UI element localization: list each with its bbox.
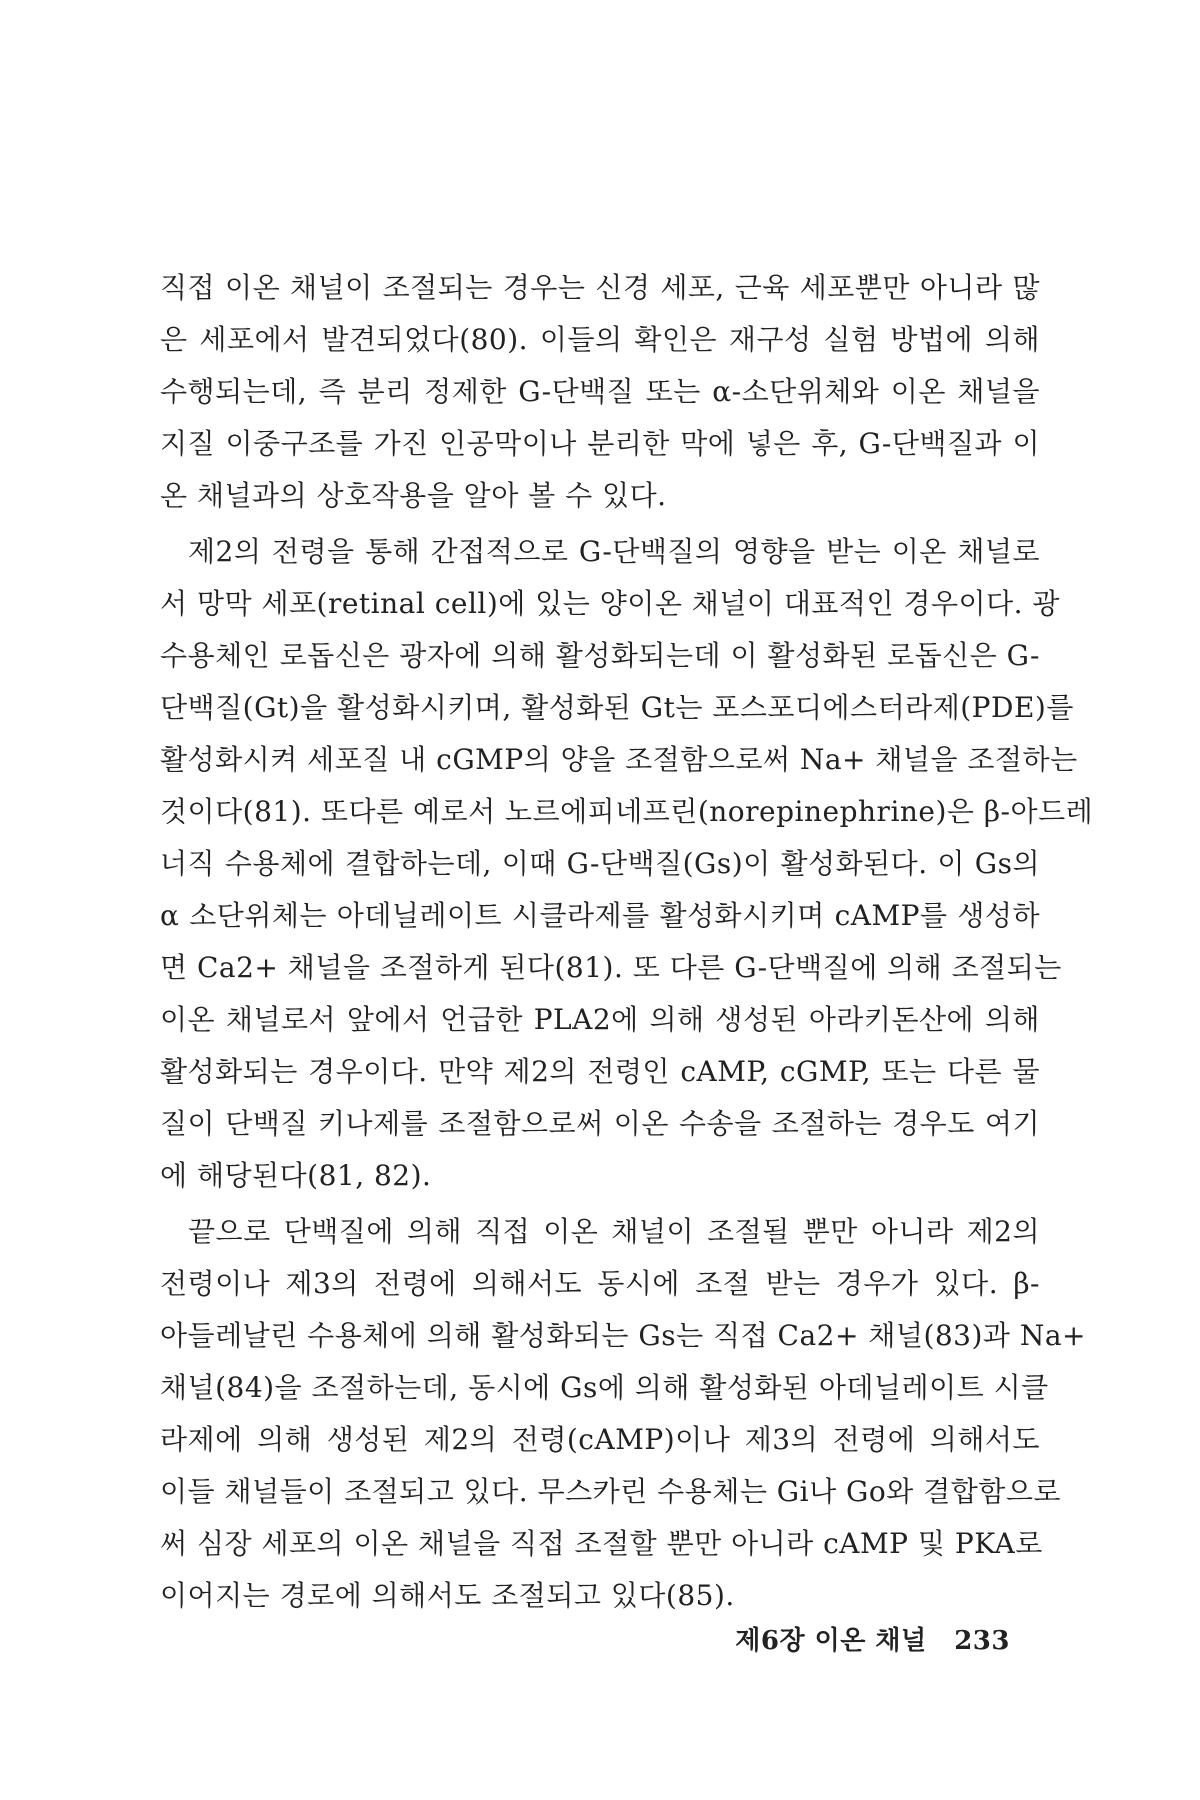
text-line: 전령이나 제3의 전령에 의해서도 동시에 조절 받는 경우가 있다. β- bbox=[160, 1267, 1040, 1300]
paragraph-3 bbox=[160, 1206, 1087, 1622]
text-line: 라제에 의해 생성된 제2의 전령(cAMP)이나 제3의 전령에 의해서도 bbox=[160, 1423, 1040, 1456]
text-line: 온 채널과의 상호작용을 알아 볼 수 있다. bbox=[160, 479, 667, 512]
text-line: 수행되는데, 즉 분리 정제한 G-단백질 또는 α-소단위체와 이온 채널을 bbox=[160, 375, 1040, 408]
text-line: 채널(84)을 조절하는데, 동시에 Gs에 의해 활성화된 아데닐레이트 시클 bbox=[160, 1371, 1049, 1404]
text-line: 것이다(81). 또다른 예로서 노르에피네프린(norepinephrine)은 β-아드레 bbox=[160, 795, 1094, 828]
chapter-title: 제6장 이온 채널 bbox=[735, 1626, 927, 1656]
text-line: 이온 채널로서 앞에서 언급한 PLA2에 의해 생성된 아라키돈산에 의해 bbox=[160, 1003, 1040, 1036]
text-line: 활성화시켜 세포질 내 cGMP의 양을 조절함으로써 Na+ 채널을 조절하는 bbox=[160, 743, 1078, 776]
text-line: 직접 이온 채널이 조절되는 경우는 신경 세포, 근육 세포뿐만 아니라 많 bbox=[160, 271, 1040, 304]
text-line: 너직 수용체에 결합하는데, 이때 G-단백질(Gs)이 활성화된다. 이 Gs의 bbox=[160, 847, 1040, 880]
text-line: 끝으로 단백질에 의해 직접 이온 채널이 조절될 뿐만 아니라 제2의 bbox=[188, 1215, 1040, 1248]
text-line: 은 세포에서 발견되었다(80). 이들의 확인은 재구성 실험 방법에 의해 bbox=[160, 323, 1040, 356]
page-number: 233 bbox=[954, 1626, 1010, 1656]
body-text bbox=[160, 262, 1094, 1626]
text-line: 질이 단백질 키나제를 조절함으로써 이온 수송을 조절하는 경우도 여기 bbox=[160, 1107, 1040, 1140]
text-line: 수용체인 로돕신은 광자에 의해 활성화되는데 이 활성화된 로돕신은 G- bbox=[160, 639, 1040, 672]
text-line: α 소단위체는 아데닐레이트 시클라제를 활성화시키며 cAMP를 생성하 bbox=[160, 899, 1040, 932]
text-line: 서 망막 세포(retinal cell)에 있는 양이온 채널이 대표적인 경우이다. 광 bbox=[160, 587, 1060, 620]
text-line: 써 심장 세포의 이온 채널을 직접 조절할 뿐만 아니라 cAMP 및 PKA로 bbox=[160, 1527, 1043, 1560]
text-line: 제2의 전령을 통해 간접적으로 G-단백질의 영향을 받는 이온 채널로 bbox=[188, 535, 1040, 568]
text-line: 에 해당된다(81, 82). bbox=[160, 1159, 432, 1192]
text-line: 활성화되는 경우이다. 만약 제2의 전령인 cAMP, cGMP, 또는 다른 물 bbox=[160, 1055, 1040, 1088]
paragraph-1 bbox=[160, 262, 1040, 522]
paragraph-2 bbox=[160, 526, 1094, 1202]
text-line: 면 Ca2+ 채널을 조절하게 된다(81). 또 다른 G-단백질에 의해 조절되는 bbox=[160, 951, 1062, 984]
text-line: 이어지는 경로에 의해서도 조절되고 있다(85). bbox=[160, 1579, 735, 1612]
text-line: 아들레날린 수용체에 의해 활성화되는 Gs는 직접 Ca2+ 채널(83)과 Na+ bbox=[160, 1319, 1087, 1352]
text-line: 이들 채널들이 조절되고 있다. 무스카린 수용체는 Gi나 Go와 결합함으로 bbox=[160, 1475, 1061, 1508]
text-line: 단백질(Gt)을 활성화시키며, 활성화된 Gt는 포스포디에스터라제(PDE)를 bbox=[160, 691, 1074, 724]
text-line: 지질 이중구조를 가진 인공막이나 분리한 막에 넣은 후, G-단백질과 이 bbox=[160, 427, 1040, 460]
page-footer bbox=[735, 1620, 1010, 1657]
